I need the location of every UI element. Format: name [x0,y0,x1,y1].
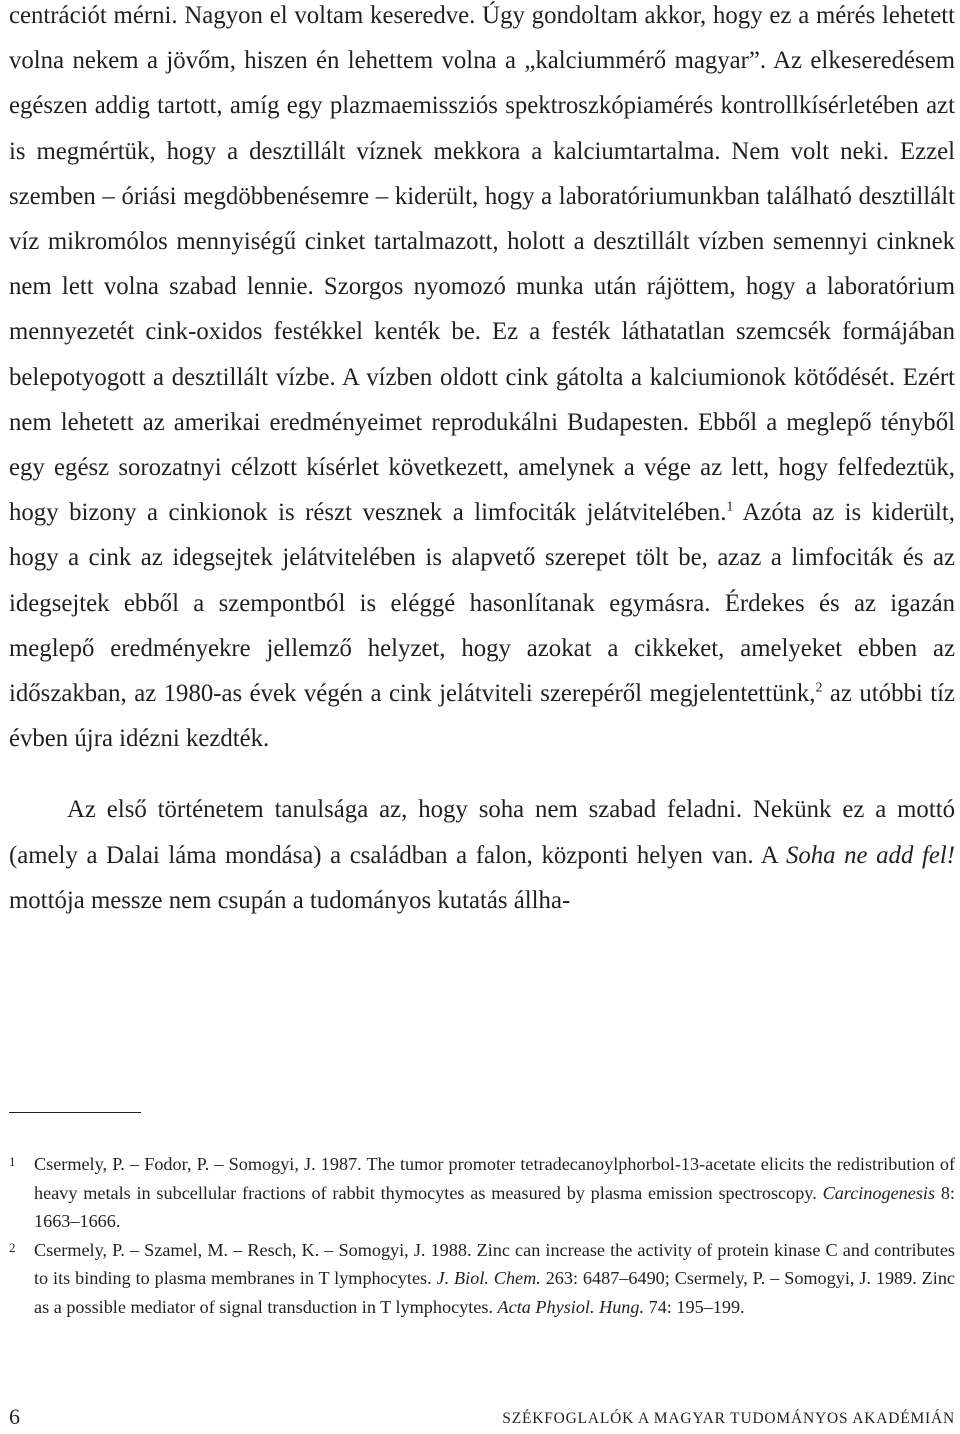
main-text [9,0,955,923]
italic-text: J. Biol. Chem. [436,1268,541,1289]
text-run: centrációt mérni. Nagyon el voltam keseredve. Úgy gondoltam akkor, hogy ez a mérés lehetett volna nekem a jövőm, hiszen én lehettem volna a „kalciummérő magyar”. Az elkeseredésem egészen addig tartott, amíg egy plazmaemissziós spektroszkópiamérés kontrollkísérletében azt is megmértük, hogy a desztillált víznek mekkora a kalciumtartalma. Nem volt neki. Ezzel szemben – óriási megdöbbenésemre – kiderült, hogy a laboratóriumunkban található desztillált víz mikromólos mennyiségű cinket tartalmazott, holott a desztillált vízben semennyi cinknek nem lett volna szabad lennie. Szorgos nyomozó munka után rájöttem, hogy a laboratórium mennyezetét cink-oxidos festékkel kenték be. Ez a festék láthatatlan szemcsék formájában belepotyogott a desztillált vízbe. A vízben oldott cink gátolta a kalciumionok kötődését. Ezért nem lehetett az amerikai eredményeimet reprodukálni Budapesten. Ebből a meglepő tényből egy egész sorozatnyi célzott kísérlet következett, amelynek a vége az lett, hogy felfedeztük, hogy bizony a cinkionok is részt vesznek a limfociták jelátvitelében. [9,2,955,527]
footnote-number: 2 [9,1239,16,1255]
text-run: Csermely, P. – Szamel, M. – Resch, K. – Somogyi, J. 1988. Zinc can increase the activity of protein kinase C and contributes to its binding to plasma membranes in T lymphocytes. [34,1239,955,1289]
paragraph [9,0,955,761]
paragraph [9,787,955,923]
footnote-reference: 2 [815,680,823,696]
page-number: 6 [9,1404,20,1429]
text-run: 74: 195–199. [644,1296,745,1317]
italic-text: Soha ne add fel! [785,841,955,869]
text-run: Az első történetem tanulsága az, hogy soha nem szabad feladni. Nekünk ez a mottó (amely a Dalai láma mondása) a családban a falon, központi helyen van. A [9,796,955,869]
italic-text: Carcinogenesis [822,1182,936,1203]
text-run: Azóta az is kiderült, hogy a cink az idegsejtek jelátvitelében is alapvető szerepet tölt be, azaz a limfociták és az idegsejtek ebből a szempontból is eléggé hasonlítanak egymásra. Érdekes és az igazán meglepő eredményekre jellemző helyzet, hogy azokat a cikkeket, amelyeket ebben az időszakban, az 1980-as évek végén a cink jelátviteli szerepéről megjelentettünk, [9,499,956,708]
footnote-number: 1 [9,1154,16,1169]
italic-text: Acta Physiol. Hung. [497,1296,645,1317]
footnote [9,1150,955,1236]
text-run: az utóbbi tíz évben újra idézni kezdték. [9,680,955,753]
text-run: Csermely, P. – Fodor, P. – Somogyi, J. 1987. The tumor promoter tetradecanoylphorbol-13-acetate elicits the redistribution of heavy metals in subcellular fractions of rabbit thymocytes as measured by plasma emission spectroscopy. [34,1154,955,1203]
footnote-separator [9,1112,141,1113]
running-title: SZÉKFOGLALÓK A MAGYAR TUDOMÁNYOS AKADÉMIÁN [502,1410,955,1427]
text-run: 263: 6487–6490; Csermely, P. – Somogyi, J. 1989. Zinc as a possible mediator of signal transduction in T lymphocytes. [34,1268,955,1317]
footnote-text [34,1154,955,1231]
footnotes [9,1150,955,1322]
footnote-text [34,1240,955,1317]
text-run: 8: 1663–1666. [34,1182,955,1232]
page-footer [9,1398,955,1434]
footnote-reference: 1 [726,499,734,515]
text-run: mottója messze nem csupán a tudományos kutatás állha- [9,886,571,914]
footnote [9,1236,955,1322]
